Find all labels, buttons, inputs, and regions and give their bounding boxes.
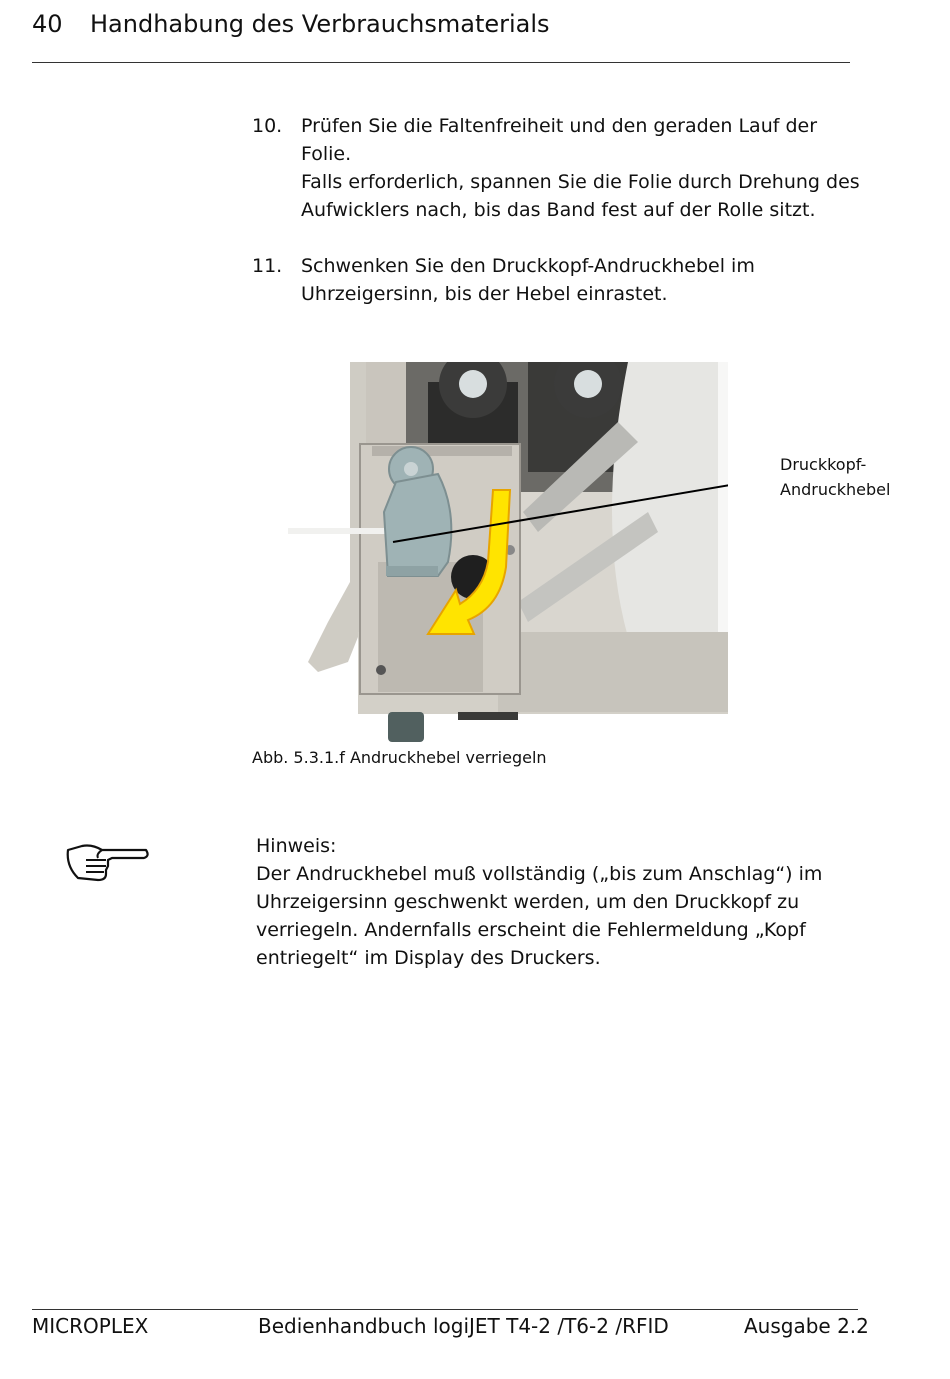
note-heading: Hinweis: [256,835,337,857]
note-block [256,832,856,972]
callout-line: Druckkopf- [780,455,867,474]
figure-callout [780,452,940,502]
footer-company: MICROPLEX [32,1314,149,1338]
footer-rule [32,1309,858,1310]
step-text [301,252,861,308]
figure-caption: Abb. 5.3.1.f Andruckhebel verriegeln [252,748,547,767]
printer-photo [288,362,728,746]
step-text [301,112,861,224]
step-11 [252,252,852,308]
step-10 [252,112,860,224]
footer-manual-title: Bedienhandbuch logiJET T4-2 /T6-2 /RFID [258,1314,669,1338]
header-rule [32,62,850,63]
footer-edition: Ausgabe 2.2 [744,1314,869,1338]
note-body: Der Andruckhebel muß vollständig („bis zum Anschlag“) im Uhrzeigersinn geschwenkt werden, um den Druckkopf zu verriegeln. Andernfalls erscheint die Fehlermeldung „Kopf entriegelt“ im Display des Druckers. [256,863,823,969]
step-number: 11. [252,255,283,277]
page-number: 40 [32,10,63,38]
callout-line: Andruckhebel [780,480,891,499]
step-number: 10. [252,115,283,137]
step-line: Prüfen Sie die Faltenfreiheit und den geraden Lauf der Folie. [301,115,818,165]
step-line: Schwenken Sie den Druckkopf-Andruckhebel im Uhrzeigersinn, bis der Hebel einrastet. [301,255,755,305]
pointing-hand-icon [62,836,152,886]
step-line: Falls erforderlich, spannen Sie die Folie durch Drehung des Aufwicklers nach, bis das Band fest auf der Rolle sitzt. [301,171,860,221]
page-title: Handhabung des Verbrauchsmaterials [90,10,550,38]
